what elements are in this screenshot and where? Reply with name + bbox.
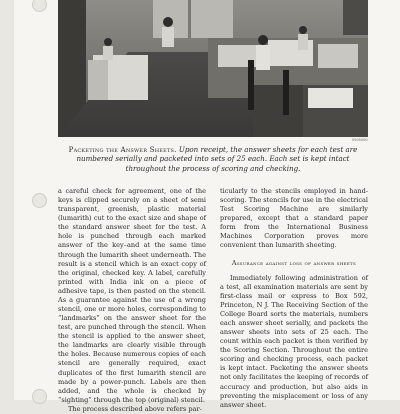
section-heading: Assurance against loss of answer sheets [231, 258, 357, 267]
paragraph: a careful check for agreement, one of the keys is clipped securely on a sheet of semi transparent, greenish, plastic material (lumarith) cut to the exact size and shape of the standard answer sheet for the test. A hole is punched through each marked answer of the key–and at the same time through the lumarith sheet underneath. The result is a stencil which is an exact copy of the original, checked key. A label, carefully printed with India ink on a piece of adhesive tape, is then pasted on the stencil. As a guarantee against the use of a wrong stencil, one or more holes, corresponding to “landmarks” on the answer sheet for the test, are punched through the stencil. When the stencil is applied to the answer sheet, the landmarks are clearly visible through the holes. Because numerous copies of each stencil are generally required, exact duplicates of the first lumarith stencil are made by a power-punch. Labels are then added, and the whole is checked by “sighting” through the top (original) stencil. [58, 187, 206, 404]
binder-hole [32, 389, 47, 404]
right-column [220, 187, 368, 410]
paragraph: ticularly to the stencils employed in hand-scoring. The stencils for use in the electrical Test Scoring Machine are similarly prepared, except that a standard paper form from the International Business Machines Corporation proves more convenient than lumarith sheeting. [220, 187, 369, 250]
caption-text: Upon receipt, the answer sheets for each test are numbered serially and packeted into sets of 25 each. Each set is kept intact throughout the process of scoring and checking. [76, 145, 358, 173]
binder-hole [32, 0, 47, 12]
figure-caption [58, 145, 368, 173]
photo-credit: 0505000 [352, 138, 368, 142]
office-photograph [58, 0, 368, 137]
left-column [58, 187, 206, 414]
caption-heading: Packeting the Answer Sheets. [68, 145, 177, 154]
paragraph: Immediately following administration of a test, all examination materials are sent by first-class mail or express to Box 592, Princeton, N J. The Receiving Section of the College Board sorts the materials, numbers each answer sheet serially, and packets the answer sheets into sets of 25 each. The count within each packet is then verified by the Scoring Section. Throughout the entire scoring and checking process, each packet is kept intact. Packeting the answer sheets not only facilitates the keeping of records of accuracy and production, but also aids in preventing the misplacement or loss of any answer sheet. [220, 273, 368, 409]
office-scene-image [58, 0, 368, 137]
binder-hole [32, 193, 47, 208]
paragraph: The process described above refers par- [68, 404, 202, 413]
